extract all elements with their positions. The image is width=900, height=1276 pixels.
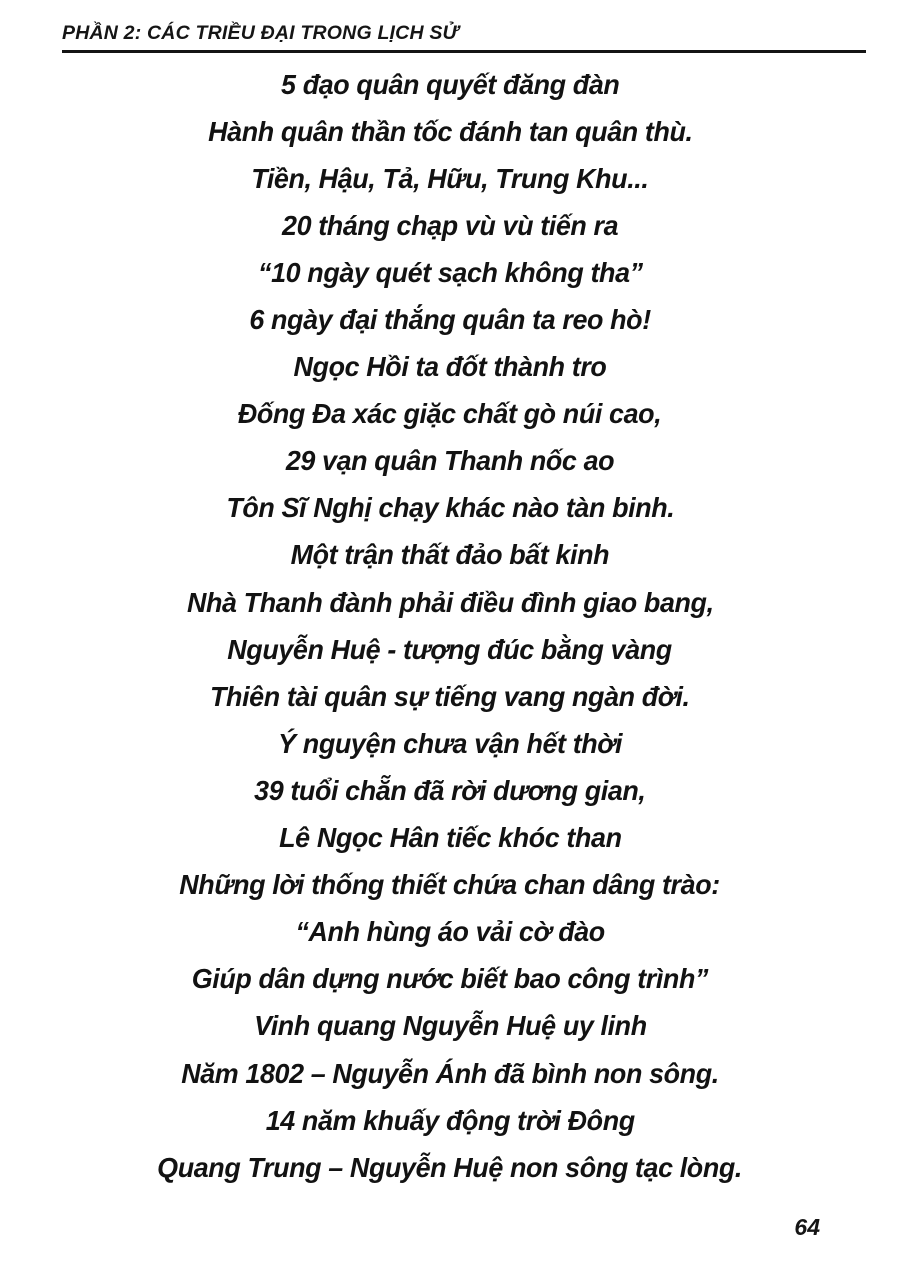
poem-line: 5 đạo quân quyết đăng đàn <box>280 68 620 100</box>
poem <box>0 61 900 1191</box>
poem-line: Giúp dân dựng nước biết bao công trình” <box>191 963 709 995</box>
running-header: PHẦN 2: CÁC TRIỀU ĐẠI TRONG LỊCH SỬ <box>62 22 459 44</box>
poem-line: 39 tuổi chẵn đã rời dương gian, <box>254 774 646 806</box>
poem-line: Ngọc Hồi ta đốt thành tro <box>293 351 607 383</box>
header-rule <box>62 50 866 53</box>
poem-line: Hành quân thần tốc đánh tan quân thù. <box>207 115 693 147</box>
poem-line: Lê Ngọc Hân tiếc khóc than <box>278 822 622 854</box>
poem-line: Tôn Sĩ Nghị chạy khác nào tàn binh. <box>225 492 675 524</box>
poem-line: Một trận thất đảo bất kinh <box>290 539 610 571</box>
poem-line: Thiên tài quân sự tiếng vang ngàn đời. <box>210 680 690 712</box>
poem-line: Vinh quang Nguyễn Huệ uy linh <box>253 1010 647 1042</box>
poem-line: Tiền, Hậu, Tả, Hữu, Trung Khu... <box>251 162 649 194</box>
poem-line: Đống Đa xác giặc chất gò núi cao, <box>238 398 662 430</box>
poem-line: Nhà Thanh đành phải điều đình giao bang, <box>186 586 714 618</box>
poem-line: Những lời thống thiết chứa chan dâng trào: <box>179 869 721 901</box>
poem-line: “10 ngày quét sạch không tha” <box>257 256 643 288</box>
poem-line: 14 năm khuấy động trời Đông <box>265 1104 635 1136</box>
poem-line: Năm 1802 – Nguyễn Ánh đã bình non sông. <box>181 1057 719 1089</box>
poem-line: 6 ngày đại thắng quân ta reo hò! <box>249 304 651 336</box>
poem-line: 29 vạn quân Thanh nốc ao <box>285 445 615 477</box>
poem-line: “Anh hùng áo vải cờ đào <box>295 916 605 948</box>
page-number: 64 <box>794 1214 820 1240</box>
poem-line: Ý nguyện chưa vận hết thời <box>278 727 622 759</box>
poem-line: Nguyễn Huệ - tượng đúc bằng vàng <box>227 633 673 665</box>
poem-line: Quang Trung – Nguyễn Huệ non sông tạc lòng. <box>157 1151 743 1183</box>
poem-line: 20 tháng chạp vù vù tiến ra <box>281 209 619 241</box>
